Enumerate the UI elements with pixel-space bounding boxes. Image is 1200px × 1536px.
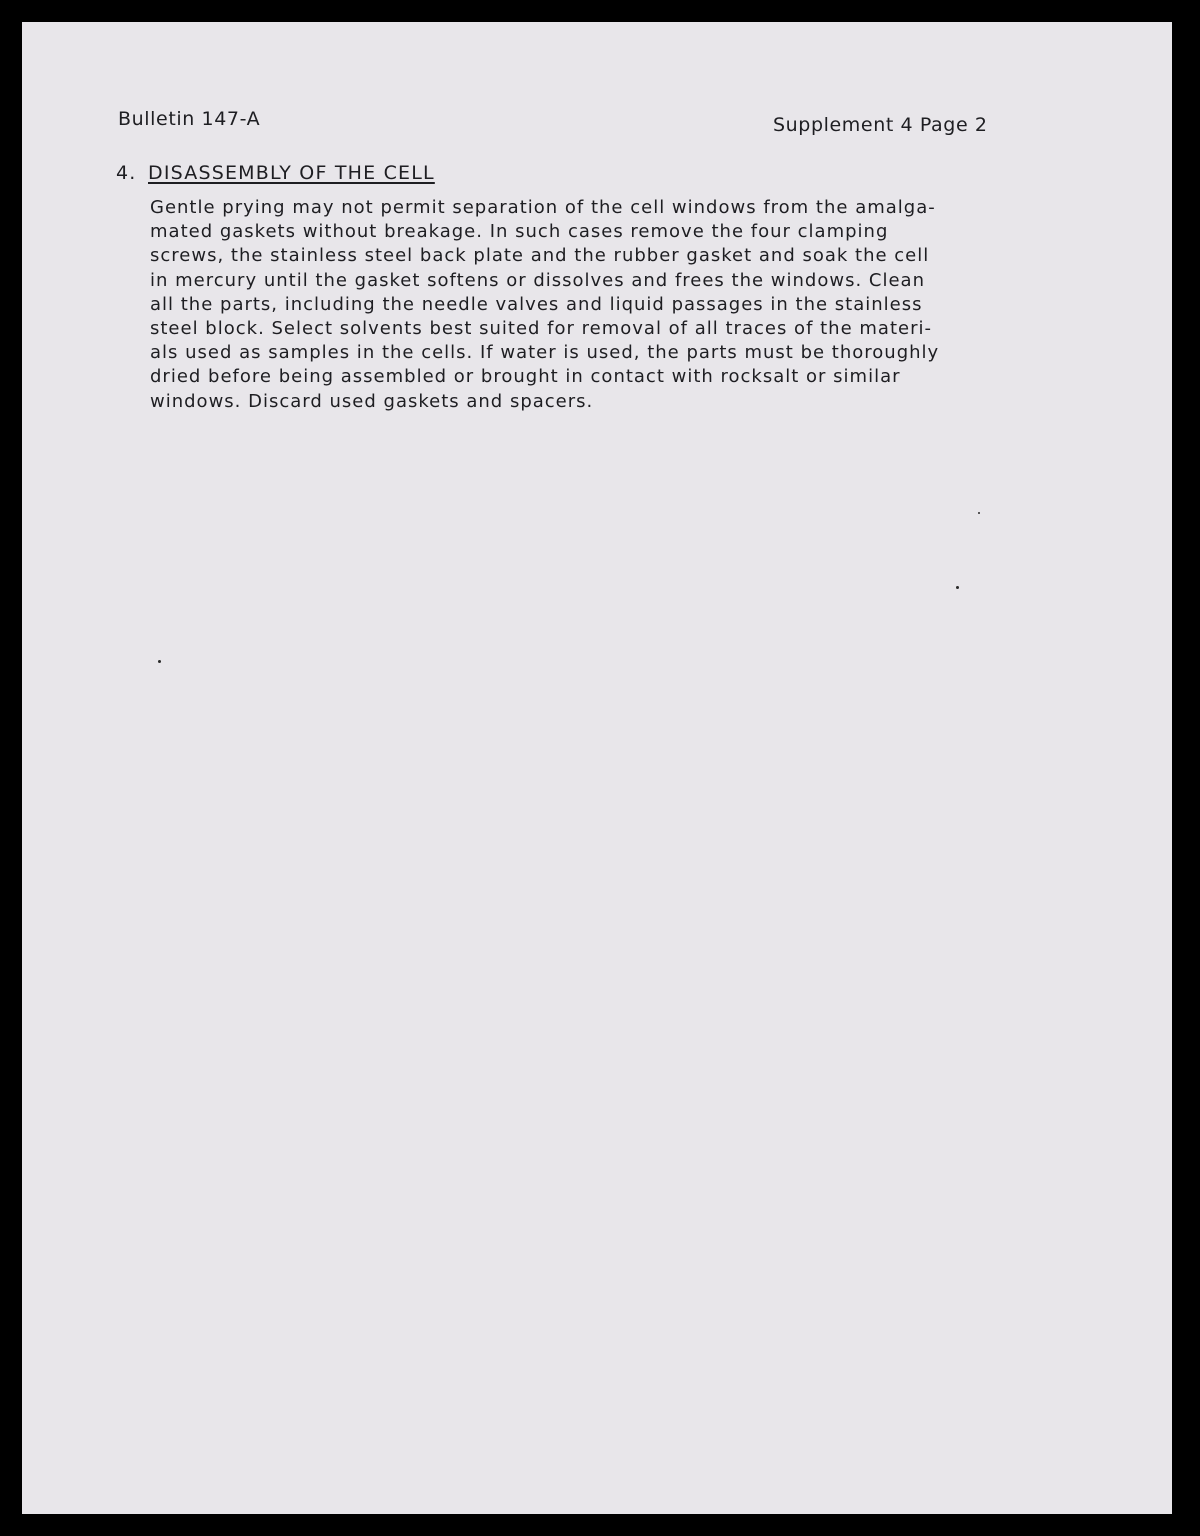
body-line: in mercury until the gasket softens or dissolves and frees the windows. Clean	[150, 269, 925, 291]
paper-speck	[978, 512, 980, 514]
section-heading	[116, 162, 1076, 190]
body-line: als used as samples in the cells. If water is used, the parts must be thoroughly	[150, 342, 940, 364]
body-line: dried before being assembled or brought in contact with rocksalt or similar	[150, 366, 901, 388]
body-line: screws, the stainless steel back plate and the rubber gasket and soak the cell	[150, 245, 930, 267]
section-title: DISASSEMBLY OF THE CELL	[148, 162, 435, 184]
paper-speck	[158, 660, 161, 663]
body-line: all the parts, including the needle valves and liquid passages in the stainless	[150, 293, 923, 315]
bulletin-number: Bulletin 147-A	[118, 108, 261, 130]
section-number: 4.	[116, 162, 137, 184]
body-line: mated gaskets without breakage. In such cases remove the four clamping	[150, 221, 889, 243]
body-line: windows. Discard used gaskets and spacers.	[150, 390, 594, 412]
body-line: Gentle prying may not permit separation of the cell windows from the amalga-	[150, 197, 936, 218]
section-disassembly	[116, 162, 1076, 414]
body-line: steel block. Select solvents best suited for removal of all traces of the materi-	[150, 318, 932, 340]
section-body	[150, 196, 1062, 414]
supplement-page-number: Supplement 4 Page 2	[773, 114, 988, 136]
paper-speck	[956, 586, 959, 589]
document-page	[22, 22, 1172, 1514]
